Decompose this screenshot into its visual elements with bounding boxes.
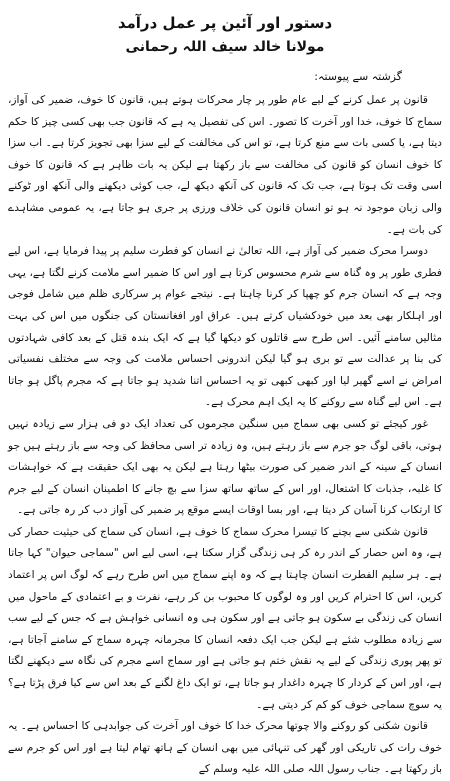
continued-label: گزشتہ سے پیوستہ:: [314, 70, 402, 83]
paragraph-5: قانون شکنی کو روکنے والا چوتھا محرک خدا کا خوف اور آخرت کی جوابدہی کا احساس ہے۔ یہ خوف رات کی تاریکی اور گھر کی تنہائی میں بھی انسان کے ہاتھ تھام لیتا ہے اور اس کو جرم سے باز رکھتا ہے۔ جناب رسول اللہ صلی اللہ علیہ وسلم کے: [8, 720, 442, 776]
paragraph-1: قانون پر عمل کرنے کے لیے عام طور پر چار محرکات ہوتے ہیں، قانون کا خوف، ضمیر کی آواز، سماج کا خوف، خدا اور آخرت کا تصور۔ اس کی تفصیل یہ ہے کہ قانون جب بھی کسی چیز کا حکم دیتا ہے، یا کسی بات سے منع کرتا ہے، تو اس کی مخالفت کے لیے سزا بھی تجویز کرتا ہے۔ اب سزا کا خوف انسان کو قانون کی مخالفت سے باز رکھتا ہے لیکن یہ بات ظاہر ہے کہ قانون کا خوف اسی وقت تک ہوتا ہے، جب تک کہ قانون کی آنکھ دیکھ لے، جب کوئی دیکھنے والی آنکھ اور ٹوکنے والی زبان موجود نہ ہو تو انسان قانون کی خلاف ورزی پر جری ہو جاتا ہے، یہ عمومی مشاہدے کی بات ہے۔: [8, 94, 442, 236]
paragraph-4: قانون شکنی سے بچنے کا تیسرا محرک سماج کا خوف ہے، انسان کی سماج کی حیثیت حصار کی ہے، وہ اس حصار کے اندر رہ کر ہی زندگی گزار سکتا ہے، اسی لیے اس "سماجی حیوان" کہا جاتا ہے۔ ہر سلیم الفطرت انسان چاہتا ہے کہ وہ اپنے سماج میں اس طرح رہے کہ لوگ اس پر اعتماد کریں، اس کا احترام کریں اور وہ لوگوں کا محبوب بن کر رہے، نفرت و بے اعتمادی کے ماحول میں انسان کی زندگی بے سکون ہو جاتی ہے اور سکون ہی وہ انسانی خواہش ہے کہ جس کے لیے سب سے زیادہ مطلوب شئے ہے لیکن جب ایک دفعہ انسان کا مجرمانہ چہرہ سماج کے سامنے آجاتا ہے، تو پھر پوری زندگی کے لیے یہ نقش ختم ہو جاتی ہے اور سماج اسے مجرم کی نگاہ سے دیکھنے لگتا ہے، اور اس کے کردار کا چہرہ داغدار ہو جاتا ہے، تو ایک داغ لگنے کے بعد اس سے کیا فرق پڑتا ہے؟ یہ سوچ سماجی خوف کو کم کر دیتی ہے۔: [8, 525, 442, 711]
paragraph-2: دوسرا محرک ضمیر کی آواز ہے، اللہ تعالیٰ نے انسان کو فطرت سلیم پر پیدا فرمایا ہے، اس لیے فطری طور پر وہ گناہ سے شرم محسوس کرتا ہے اور اس کا ضمیر اسے ملامت کرنے لگتا ہے، یہی وجہ ہے کہ انسان جرم کو چھپا کر کرنا چاہتا ہے۔ نیتجے عوام پر سرکاری ظلم میں شامل فوجی اور اہلکار بھی بعد میں خودکشیاں کرتے ہیں۔ عراق اور افغانستان کی جنگوں میں اس کی بہت مثالیں سامنے آئیں۔ اس طرح سے قاتلوں کو دیکھا گیا ہے کہ ایک بندہ قتل کے بعد کافی شہادتوں کی بنا پر عدالت سے تو بری ہو گیا لیکن اندرونی احساس ملامت کی وجہ سے مختلف نفسیاتی امراض نے اسے گھیر لیا اور کبھی کبھی تو یہ احساس اتنا شدید ہو جاتا ہے کہ مجرم پاگل ہو جاتا ہے۔ اس لیے گناہ سے روکنے کا یہ ایک اہم محرک ہے۔: [8, 245, 442, 409]
article-body: [8, 90, 442, 781]
article-title: دستور اور آئین پر عمل درآمد: [117, 14, 333, 32]
paragraph-3: غور کیجئے تو کسی بھی سماج میں سنگین مجرموں کی تعداد ایک دو فی ہزار سے زیادہ نہیں ہوتی، باقی لوگ جو جرم سے باز رہتے ہیں، وہ زیادہ تر اسی محافظ کی وجہ سے باز رہتے ہیں جو انسان کے سینہ کے اندر ضمیر کی صورت بیٹھا رہتا ہے لیکن یہ بھی ایک حقیقت ہے کہ خواہشات کا غلبہ، جذبات کا اشتعال، اور اس کے ساتھ ساتھ سزا سے بچ جانے کا اطمینان انسان کے لیے جرم کا ارتکاب کرنا آسان کر دیتا ہے، اور بسا اوقات ایسے موقع پر ضمیر کی آواز دب کر رہ جاتی ہے۔: [8, 417, 442, 517]
article-author: مولانا خالد سیف اللہ رحمانی: [125, 39, 325, 55]
